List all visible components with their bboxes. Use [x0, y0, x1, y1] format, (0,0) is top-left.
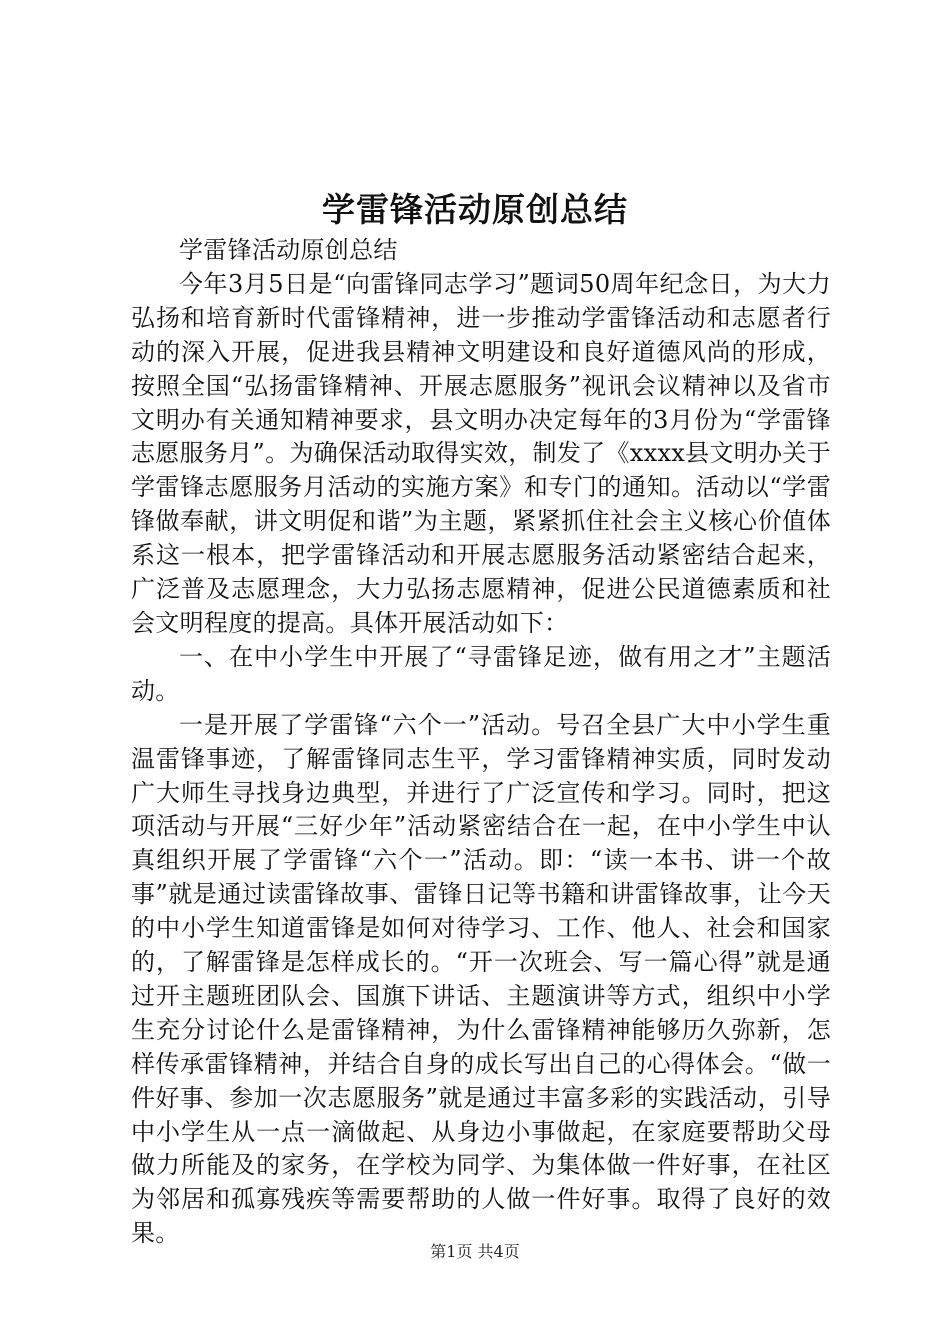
page-footer: 第1页 共4页 [430, 1242, 520, 1261]
paragraph-intro: 今年3月5日是“向雷锋同志学习”题词50周年纪念日，为大力弘扬和培育新时代雷锋精神，进一步推动学雷锋活动和志愿者行动的深入开展，促进我县精神文明建设和良好道德风尚的形成，按照全国“弘扬雷锋精神、开展志愿服务”视讯会议精神以及省市文明办有关通知精神要求，县文明办决定每年的3月份为“学雷锋志愿服务月”。为确保活动取得实效，制发了《xxxx县文明办关于学雷锋志愿服务月活动的实施方案》和专门的通知。活动以“学雷锋做奉献，讲文明促和谐”为主题，紧紧抓住社会主义核心价值体系这一根本，把学雷锋活动和开展志愿服务活动紧密结合起来，广泛普及志愿理念，大力弘扬志愿精神，促进公民道德素质和社会文明程度的提高。具体开展活动如下： [131, 269, 831, 637]
paragraph-section-heading: 一、在中小学生中开展了“寻雷锋足迹，做有用之才”主题活动。 [131, 642, 831, 705]
paragraph-subtitle: 学雷锋活动原创总结 [179, 236, 398, 264]
paragraph-activity-detail: 一是开展了学雷锋“六个一”活动。号召全县广大中小学生重温雷锋事迹，了解雷锋同志生平，学习雷锋精神实质，同时发动广大师生寻找身边典型，并进行了广泛宣传和学习。同时，把这项活动与开展“三好少年”活动紧密结合在一起，在中小学生中认真组织开展了学雷锋“六个一”活动。即：“读一本书、讲一个故事”就是通过读雷锋故事、雷锋日记等书籍和讲雷锋故事，让今天的中小学生知道雷锋是如何对待学习、工作、他人、社会和国家的，了解雷锋是怎样成长的。“开一次班会、写一篇心得”就是通过开主题班团队会、国旗下讲话、主题演讲等方式，组织中小学生充分讨论什么是雷锋精神，为什么雷锋精神能够历久弥新，怎样传承雷锋精神，并结合自身的成长写出自己的心得体会。“做一件好事、参加一次志愿服务”就是通过丰富多彩的实践活动，引导中小学生从一点一滴做起、从身边小事做起，在家庭要帮助父母做力所能及的家务，在学校为同学、为集体做一件好事，在社区为邻居和孤寡残疾等需要帮助的人做一件好事。取得了良好的效果。 [131, 710, 831, 1248]
document-title: 学雷锋活动原创总结 [322, 190, 628, 229]
document-body [131, 234, 831, 1251]
